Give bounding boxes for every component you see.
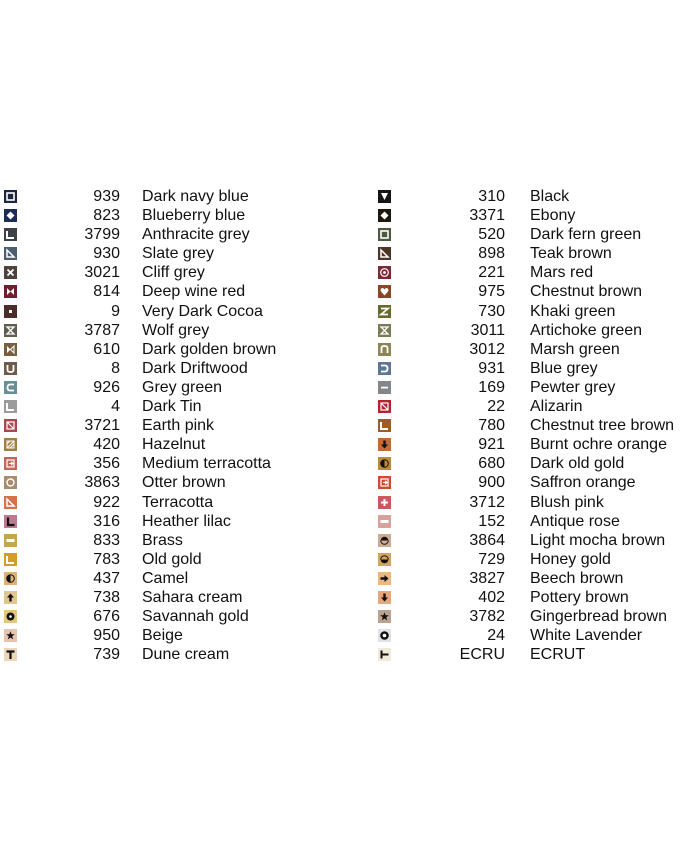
color-name: Dark old gold (530, 455, 625, 473)
legend-row (376, 302, 700, 321)
color-code: 676 (93, 608, 120, 626)
thread-color-legend (0, 187, 700, 677)
color-code: 921 (478, 436, 505, 454)
color-code: 3371 (469, 207, 505, 225)
color-name: Camel (142, 569, 189, 587)
color-swatch-icon (378, 400, 391, 413)
legend-row (376, 569, 700, 588)
color-name: Old gold (142, 550, 202, 568)
color-name: Otter brown (142, 474, 226, 492)
legend-row (376, 378, 700, 397)
color-code: 823 (93, 207, 120, 225)
color-swatch-icon (378, 247, 391, 260)
color-swatch-icon (4, 209, 17, 222)
legend-row (376, 493, 700, 512)
color-code: 739 (93, 646, 120, 664)
color-name: Beige (142, 627, 183, 645)
color-name: Burnt ochre orange (530, 436, 667, 454)
legend-row (0, 531, 360, 550)
color-code: 3863 (84, 474, 120, 492)
legend-row (376, 359, 700, 378)
color-code: 437 (93, 569, 120, 587)
color-code: 738 (93, 588, 120, 606)
color-swatch-icon (378, 266, 391, 279)
color-code: 3782 (469, 608, 505, 626)
legend-row (0, 607, 360, 626)
color-swatch-icon (378, 591, 391, 604)
color-swatch-icon (378, 515, 391, 528)
color-name: Sahara cream (142, 588, 243, 606)
color-swatch-icon (4, 285, 17, 298)
color-swatch-icon (378, 190, 391, 203)
legend-row (376, 512, 700, 531)
legend-column-left (0, 187, 360, 664)
color-code: 402 (478, 588, 505, 606)
color-name: Antique rose (530, 512, 620, 530)
color-swatch-icon (378, 305, 391, 318)
color-swatch-icon (4, 324, 17, 337)
color-code: 930 (93, 245, 120, 263)
color-name: Anthracite grey (142, 226, 250, 244)
color-name: Marsh green (530, 340, 620, 358)
legend-row (376, 206, 700, 225)
color-name: Terracotta (142, 493, 214, 511)
color-name: Light mocha brown (530, 531, 666, 549)
color-code: 926 (93, 378, 120, 396)
legend-column-right (376, 187, 700, 664)
legend-row (376, 550, 700, 569)
color-swatch-icon (4, 247, 17, 260)
color-swatch-icon (378, 343, 391, 356)
color-swatch-icon (378, 228, 391, 241)
legend-row (0, 588, 360, 607)
color-code: 310 (478, 188, 505, 205)
color-swatch-icon (4, 343, 17, 356)
color-code: 316 (93, 512, 120, 530)
legend-row (0, 282, 360, 301)
color-swatch-icon (4, 419, 17, 432)
color-swatch-icon (4, 190, 17, 203)
legend-row (376, 607, 700, 626)
color-name: Black (530, 188, 570, 205)
color-code: 420 (93, 436, 120, 454)
color-code: 900 (478, 474, 505, 492)
legend-row (0, 550, 360, 569)
color-swatch-icon (4, 496, 17, 509)
color-code: 3827 (469, 569, 505, 587)
color-name: Saffron orange (530, 474, 636, 492)
legend-row (376, 397, 700, 416)
color-name: Dune cream (142, 646, 230, 664)
color-name: Dark golden brown (142, 340, 277, 358)
color-code: 24 (487, 627, 505, 645)
legend-row (376, 187, 700, 206)
color-code: 729 (478, 550, 505, 568)
color-name: Blueberry blue (142, 207, 246, 225)
legend-row (376, 321, 700, 340)
color-swatch-icon (378, 209, 391, 222)
legend-row (376, 225, 700, 244)
color-swatch-icon (4, 400, 17, 413)
color-code: 3011 (470, 321, 505, 339)
legend-row (376, 454, 700, 473)
color-name: Alizarin (530, 398, 583, 416)
color-swatch-icon (378, 381, 391, 394)
color-name: Mars red (530, 264, 594, 282)
color-name: Ebony (530, 207, 576, 225)
legend-row (376, 416, 700, 435)
color-swatch-icon (4, 476, 17, 489)
color-code: 814 (93, 283, 120, 301)
legend-row (376, 435, 700, 454)
color-swatch-icon (4, 438, 17, 451)
color-swatch-icon (4, 266, 17, 279)
color-name: White Lavender (530, 627, 643, 645)
color-code: 975 (478, 283, 505, 301)
color-name: Cliff grey (142, 264, 205, 282)
color-code: 3021 (84, 264, 120, 282)
legend-row (0, 378, 360, 397)
color-name: Wolf grey (142, 321, 210, 339)
color-code: 680 (478, 455, 505, 473)
color-name: Teak brown (530, 245, 612, 263)
color-code: 9 (111, 302, 120, 320)
legend-row (0, 340, 360, 359)
color-swatch-icon (378, 610, 391, 623)
color-swatch-icon (4, 648, 17, 661)
legend-row (376, 282, 700, 301)
color-code: 833 (93, 531, 120, 549)
color-code: 922 (93, 493, 120, 511)
color-name: Earth pink (142, 417, 215, 435)
color-code: 950 (93, 627, 120, 645)
legend-row (376, 588, 700, 607)
legend-row (0, 302, 360, 321)
color-code: 610 (93, 340, 120, 358)
color-code: 520 (478, 226, 505, 244)
color-name: Chestnut brown (530, 283, 643, 301)
color-name: Dark fern green (530, 226, 642, 244)
color-swatch-icon (378, 457, 391, 470)
legend-row (0, 359, 360, 378)
color-swatch-icon (378, 534, 391, 547)
color-name: Hazelnut (142, 436, 206, 454)
legend-row (0, 473, 360, 492)
color-code: ECRU (459, 646, 505, 664)
color-swatch-icon (378, 496, 391, 509)
legend-row (0, 435, 360, 454)
color-swatch-icon (4, 228, 17, 241)
color-code: 931 (478, 359, 505, 377)
color-name: Khaki green (530, 302, 616, 320)
legend-row (376, 473, 700, 492)
legend-row (376, 263, 700, 282)
color-code: 939 (93, 188, 120, 205)
legend-row (0, 397, 360, 416)
legend-row (376, 531, 700, 550)
color-swatch-icon (378, 285, 391, 298)
color-name: Blush pink (530, 493, 604, 511)
legend-row (376, 244, 700, 263)
color-swatch-icon (378, 362, 391, 375)
color-name: Blue grey (530, 359, 598, 377)
color-name: Deep wine red (142, 283, 246, 301)
color-name: Savannah gold (142, 608, 249, 626)
color-code: 4 (111, 398, 120, 416)
color-name: Medium terracotta (142, 455, 271, 473)
color-swatch-icon (4, 362, 17, 375)
legend-row (0, 321, 360, 340)
color-code: 3799 (84, 226, 120, 244)
color-code: 3787 (84, 321, 120, 339)
color-code: 3712 (469, 493, 505, 511)
legend-row (0, 225, 360, 244)
color-swatch-icon (4, 381, 17, 394)
legend-row (0, 569, 360, 588)
legend-row (0, 645, 360, 664)
color-name: ECRUT (530, 646, 586, 664)
color-swatch-icon (4, 305, 17, 318)
legend-row (376, 626, 700, 645)
legend-row (376, 645, 700, 664)
color-swatch-icon (378, 629, 391, 642)
color-code: 780 (478, 417, 505, 435)
color-name: Pottery brown (530, 588, 629, 606)
color-swatch-icon (378, 419, 391, 432)
color-name: Dark navy blue (142, 188, 249, 205)
color-name: Dark Driftwood (142, 359, 248, 377)
legend-row (0, 493, 360, 512)
color-name: Chestnut tree brown (530, 417, 675, 435)
color-name: Gingerbread brown (530, 608, 667, 626)
color-code: 730 (478, 302, 505, 320)
color-swatch-icon (4, 572, 17, 585)
legend-row (0, 206, 360, 225)
color-name: Artichoke green (530, 321, 643, 339)
color-name: Very Dark Cocoa (142, 302, 263, 320)
color-swatch-icon (4, 591, 17, 604)
color-name: Heather lilac (142, 512, 231, 530)
color-code: 898 (478, 245, 505, 263)
color-name: Honey gold (530, 550, 611, 568)
color-swatch-icon (378, 476, 391, 489)
legend-row (0, 416, 360, 435)
color-swatch-icon (4, 534, 17, 547)
color-swatch-icon (4, 515, 17, 528)
color-name: Brass (142, 531, 183, 549)
color-swatch-icon (4, 610, 17, 623)
color-code: 8 (111, 359, 120, 377)
color-name: Grey green (142, 378, 223, 396)
color-code: 221 (478, 264, 505, 282)
color-code: 3864 (469, 531, 505, 549)
legend-row (0, 454, 360, 473)
color-name: Slate grey (142, 245, 215, 263)
color-swatch-icon (378, 324, 391, 337)
color-swatch-icon (4, 457, 17, 470)
color-swatch-icon (378, 572, 391, 585)
color-swatch-icon (378, 648, 391, 661)
legend-row (376, 340, 700, 359)
legend-row (0, 244, 360, 263)
color-code: 356 (93, 455, 120, 473)
color-swatch-icon (378, 438, 391, 451)
color-code: 3012 (469, 340, 505, 358)
legend-row (0, 512, 360, 531)
color-code: 169 (478, 378, 505, 396)
color-code: 3721 (84, 417, 120, 435)
color-swatch-icon (4, 629, 17, 642)
color-code: 783 (93, 550, 120, 568)
color-name: Pewter grey (530, 378, 616, 396)
color-swatch-icon (378, 553, 391, 566)
color-code: 22 (487, 398, 505, 416)
legend-row (0, 626, 360, 645)
color-code: 152 (478, 512, 505, 530)
color-name: Dark Tin (142, 398, 202, 416)
legend-row (0, 263, 360, 282)
legend-row (0, 187, 360, 206)
color-name: Beech brown (530, 569, 624, 587)
color-swatch-icon (4, 553, 17, 566)
